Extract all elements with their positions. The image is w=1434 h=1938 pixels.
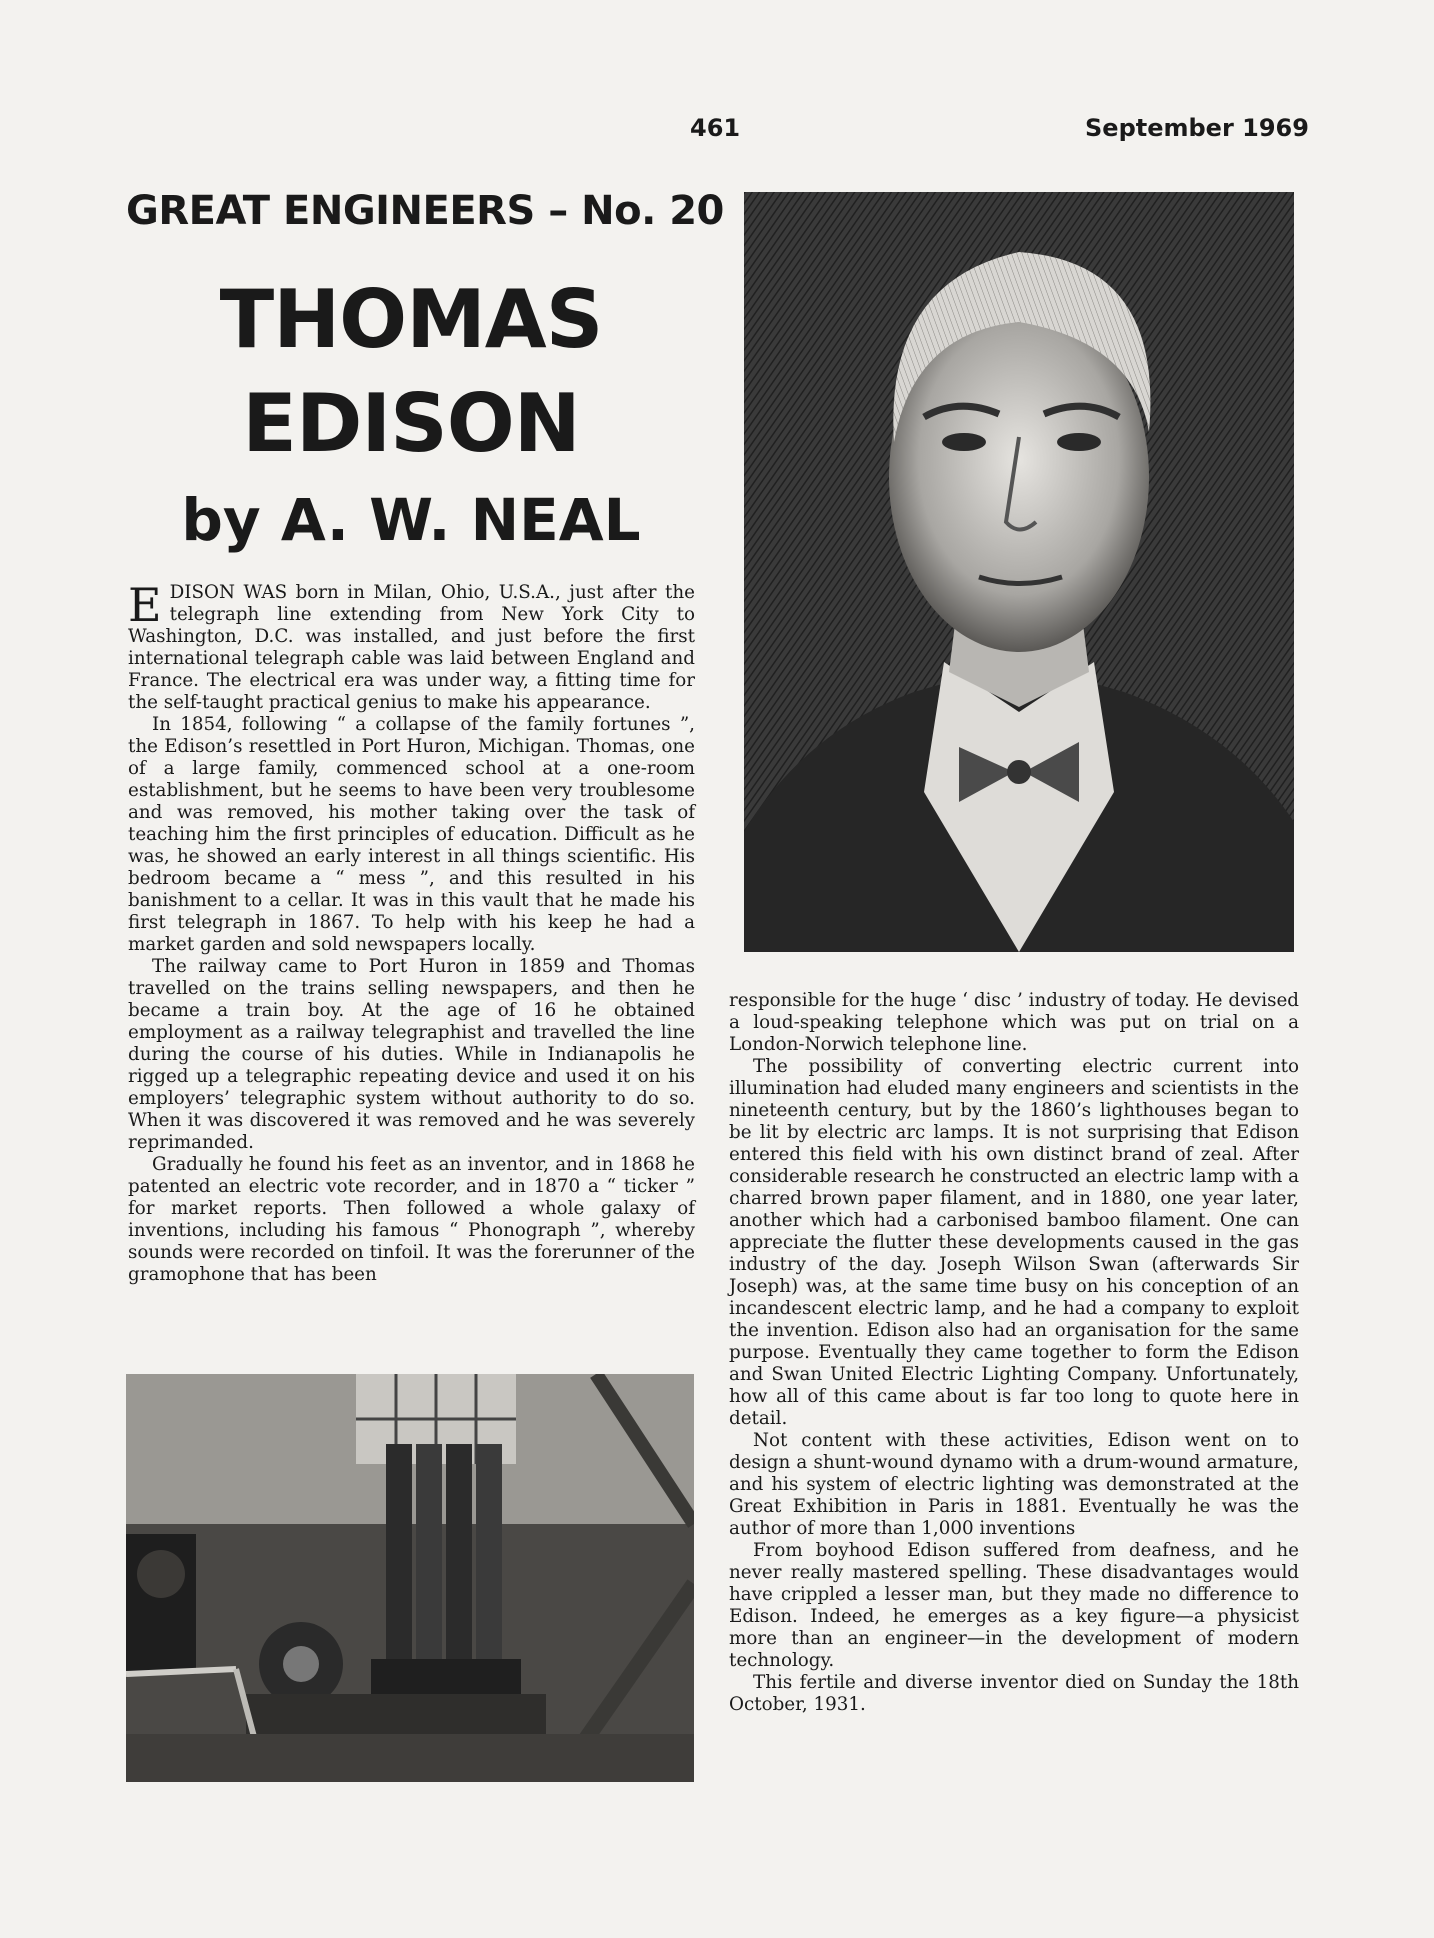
paragraph-3: The railway came to Port Huron in 1859 and Thomas travelled on the trains selling newspapers, and then he became a train boy. At the age of 16 he obtained employment as a railway telegraphist and travelled the line during the course of his duties. While in Indianapolis he rigged up a telegraphic repeating device and used it on his employers’ telegraphic system without authority to do so. When it was discovered it was removed and he was severely reprimanded. [128,956,695,1153]
article-column-left [128,578,695,1286]
paragraph-1-text: DISON WAS born in Milan, Ohio, U.S.A., just after the telegraph line extending from New York City to Washington, D.C. was installed, and just before the first international telegraph cable was laid between England and France. The electrical era was under way, a fitting time for the self-taught practical genius to make his appearance. [128,582,695,713]
title-line-2: EDISON [242,377,580,470]
drop-cap: E [128,578,162,632]
paragraph-5: responsible for the huge ‘ disc ’ industry of today. He devised a loud-speaking telephone which was put on trial on a London-Norwich telephone line. [729,990,1299,1055]
article-title [126,268,696,476]
paragraph-9: This fertile and diverse inventor died on Sunday the 18th October, 1931. [729,1672,1299,1715]
paragraph-8: From boyhood Edison suffered from deafness, and he never really mastered spelling. These disadvantages would have crippled a lesser man, but they made no difference to Edison. Indeed, he emerges as a key figure—a physicist more than an engineer—in the development of modern technology. [729,1540,1299,1671]
title-line-1: THOMAS [219,273,603,366]
byline: by A. W. NEAL [181,486,641,554]
paragraph-6: The possibility of converting electric current into illumination had eluded many engineers and scientists in the nineteenth century, but by the 1860’s lighthouses began to be lit by electric arc lamps. It is not surprising that Edison entered this field with his own distinct brand of zeal. After considerable research he constructed an electric lamp with a charred brown paper filament, and in 1880, one year later, another which had a carbonised bamboo filament. One can appreciate the flutter these developments caused in the gas industry of the day. Joseph Wilson Swan (afterwards Sir Joseph) was, at the same time busy on his conception of an incandescent electric lamp, and he had a company to exploit the invention. Edison also had an organisation for the same purpose. Eventually they came together to form the Edison and Swan United Electric Lighting Company. Unfortunately, how all of this came about is far too long to quote here in detail. [729,1056,1299,1429]
paragraph-1 [128,578,695,714]
paragraph-4: Gradually he found his feet as an inventor, and in 1868 he patented an electric vote recorder, and in 1870 a “ ticker ” for market reports. Then followed a whole galaxy of inventions, including his famous “ Phonograph ”, whereby sounds were recorded on tinfoil. It was the forerunner of the gramophone that has been [128,1154,695,1285]
issue-date: September 1969 [1085,114,1309,142]
portrait-photo [744,192,1294,952]
paragraph-2: In 1854, following “ a collapse of the family fortunes ”, the Edison’s resettled in Port Huron, Michigan. Thomas, one of a large family, commenced school at a one-room establishment, but he seems to have been very troublesome and was removed, his mother taking over the task of teaching him the first principles of education. Difficult as he was, he showed an early interest in all things scientific. His bedroom became a “ mess ”, and this resulted in his banishment to a cellar. It was in this vault that he made his first telegraph in 1867. To help with his keep he had a market garden and sold newspapers locally. [128,714,695,955]
page-number: 461 [690,114,741,142]
series-heading: GREAT ENGINEERS – No. 20 [126,188,724,234]
dynamo-photo [126,1374,694,1782]
paragraph-7: Not content with these activities, Edison went on to design a shunt-wound dynamo with a drum-wound armature, and his system of electric lighting was demonstrated at the Great Exhibition in Paris in 1881. Eventually he was the author of more than 1,000 inventions [729,1430,1299,1539]
article-column-right [729,990,1299,1716]
